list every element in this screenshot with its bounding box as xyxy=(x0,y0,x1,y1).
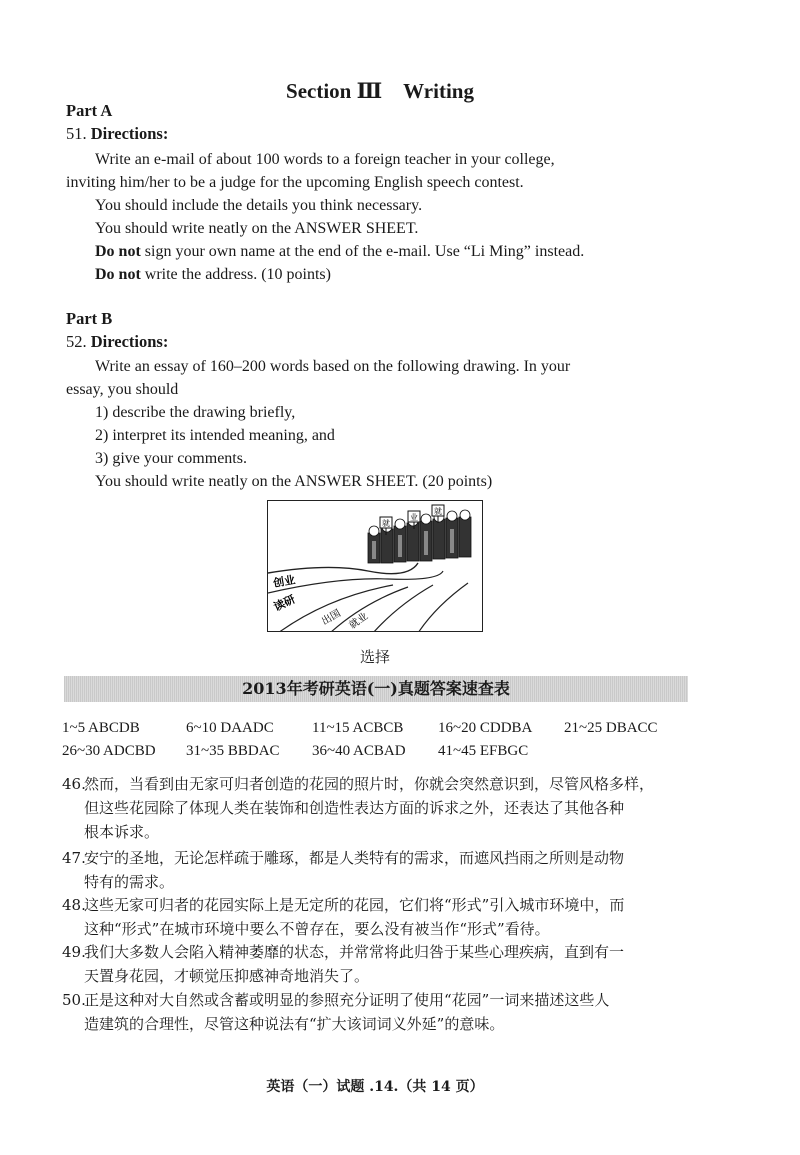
part-a-line: inviting him/her to be a judge for the upcoming English speech contest. xyxy=(66,174,524,191)
translation-50 xyxy=(62,988,702,1036)
answer-group: 1~5 ABCDB xyxy=(62,720,140,736)
instruction-text: write the address. (10 points) xyxy=(140,266,331,283)
path-label: 读研 xyxy=(271,592,298,614)
part-a-directions xyxy=(66,124,168,144)
answer-group: 21~25 DBACC xyxy=(564,720,658,736)
translation-line: 这种“形式”在城市环境中要么不曾存在，要么没有被当作“形式”看待。 xyxy=(84,920,550,938)
part-b-label: Part B xyxy=(66,309,113,328)
translation-line: 特有的需求。 xyxy=(84,873,175,891)
translation-number: 47. xyxy=(62,849,86,867)
section-title: Section Ⅲ Writing xyxy=(286,79,474,103)
translation-line: 但这些花园除了体现人类在装饰和创造性表达方面的诉求之外，还表达了其他各种 xyxy=(84,799,625,817)
translation-49 xyxy=(62,940,702,988)
translation-46 xyxy=(62,772,702,844)
part-a-line: Write an e-mail of about 100 words to a foreign teacher in your college, xyxy=(95,151,555,168)
answer-group: 6~10 DAADC xyxy=(186,720,274,736)
answer-table-title: 2013年考研英语(一)真题答案速查表 xyxy=(64,676,688,702)
part-b-line: essay, you should xyxy=(66,381,179,398)
translation-line: 安宁的圣地，无论怎样疏于雕琢，都是人类特有的需求，而遮风挡雨之所则是动物 xyxy=(84,849,625,867)
part-b-line: 2) interpret its intended meaning, and xyxy=(95,427,335,444)
answer-group: 36~40 ACBAD xyxy=(312,743,406,759)
instruction-text: sign your own name at the end of the e-mail. Use “Li Ming” instead. xyxy=(140,243,585,260)
answer-group: 11~15 ACBCB xyxy=(312,720,404,736)
answer-group: 31~35 BBDAC xyxy=(186,743,280,759)
translation-line: 正是这种对大自然或含蓄或明显的参照充分证明了使用“花园”一词来描述这些人 xyxy=(84,991,610,1009)
directions-label: Directions: xyxy=(90,124,169,143)
translation-line: 这些无家可归者的花园实际上是无定所的花园，它们将“形式”引入城市环境中，而 xyxy=(84,896,625,914)
translation-number: 46. xyxy=(62,775,86,793)
answer-group: 16~20 CDDBA xyxy=(438,720,533,736)
bold-do-not: Do not xyxy=(95,243,141,260)
translation-number: 49. xyxy=(62,943,86,961)
directions-label: Directions: xyxy=(90,332,169,351)
answer-group: 26~30 ADCBD xyxy=(62,743,156,759)
translation-line: 造建筑的合理性，尽管这种说法有“扩大该词词义外延”的意味。 xyxy=(84,1015,505,1033)
translation-47 xyxy=(62,846,702,894)
sign-label: 业 xyxy=(410,513,418,522)
path-label: 就业 xyxy=(347,610,371,632)
part-a-label: Part A xyxy=(66,101,113,120)
translation-line: 然而，当看到由无家可归者创造的花园的照片时，你就会突然意识到，尽管风格多样， xyxy=(84,775,655,793)
cartoon-illustration xyxy=(268,501,483,632)
part-a-line: You should write neatly on the ANSWER SHEET. xyxy=(95,220,419,237)
part-a-line: You should include the details you think necessary. xyxy=(95,197,423,214)
path-label: 创业 xyxy=(272,573,297,590)
part-b-line: You should write neatly on the ANSWER SHEET. (20 points) xyxy=(95,473,493,490)
sign-label: 就 xyxy=(382,519,390,528)
translation-48 xyxy=(62,893,702,941)
part-b-directions xyxy=(66,332,168,352)
sign-label: 就 xyxy=(434,507,442,516)
translation-line: 根本诉求。 xyxy=(84,823,160,841)
part-a-do-not-line xyxy=(95,265,331,285)
part-b-line: 1) describe the drawing briefly, xyxy=(95,404,296,421)
translation-number: 50. xyxy=(62,991,86,1009)
part-b-line: Write an essay of 160–200 words based on the following drawing. In your xyxy=(95,358,571,375)
question-number: 51. xyxy=(66,124,87,143)
part-b-line: 3) give your comments. xyxy=(95,450,247,467)
path-label: 出国 xyxy=(320,608,343,628)
drawing-caption: 选择 xyxy=(359,648,390,666)
question-number: 52. xyxy=(66,332,87,351)
cartoon-drawing xyxy=(267,500,483,632)
page-footer: 英语（一）试题 .14.（共 14 页） xyxy=(266,1079,484,1095)
answer-group: 41~45 EFBGC xyxy=(438,743,529,759)
bold-do-not: Do not xyxy=(95,266,141,283)
part-a-do-not-line xyxy=(95,242,584,262)
translation-line: 我们大多数人会陷入精神萎靡的状态，并常常将此归咎于某些心理疾病，直到有一 xyxy=(84,943,625,961)
translation-line: 天置身花园，才顿觉压抑感神奇地消失了。 xyxy=(84,967,370,985)
translation-number: 48. xyxy=(62,896,86,914)
